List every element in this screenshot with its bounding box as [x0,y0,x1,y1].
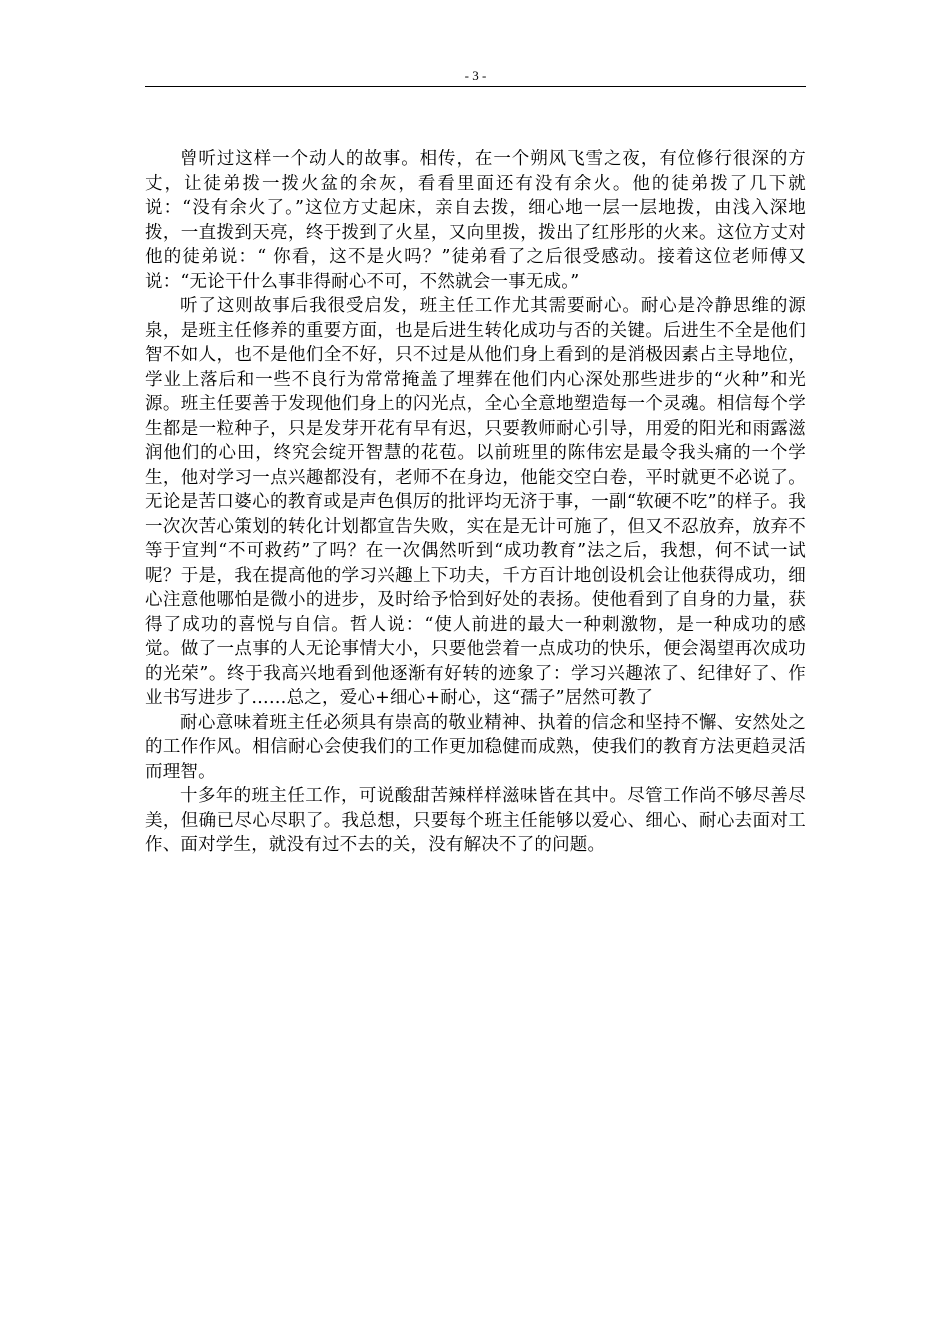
page-number: - 3 - [464,68,487,83]
article-body [145,147,806,858]
page-header [145,68,806,87]
paragraph-conclusion: 十多年的班主任工作，可说酸甜苦辣样样滋味皆在其中。尽管工作尚不够尽善尽美，但确已尽心尽职了。我总想，只要每个班主任能够以爱心、细心、耐心去面对工作、面对学生，就没有过不去的关，没有解决不了的问题。 [145,786,806,855]
paragraph-story: 曾听过这样一个动人的故事。相传，在一个朔风飞雪之夜，有位修行很深的方丈，让徒弟拨一拨火盆的余灰，看看里面还有没有余火。他的徒弟拨了几下就说：“没有余火了。”这位方丈起床，亲自去拨，细心地一层一层地拨，由浅入深地拨，一直拨到天亮，终于拨到了火星，又向里拨，拨出了红彤彤的火来。这位方丈对他的徒弟说：“ 你看，这不是火吗？”徒弟看了之后很受感动。接着这位老师傅又说：“无论干什么事非得耐心不可，不然就会一事无成。” [145,149,806,292]
paragraph-inspiration: 听了这则故事后我很受启发，班主任工作尤其需要耐心。耐心是冷静思维的源泉，是班主任修养的重要方面，也是后进生转化成功与否的关键。后进生不全是他们智不如人，也不是他们全不好，只不过是从他们身上看到的是消极因素占主导地位，学业上落后和一些不良行为常常掩盖了埋葬在他们内心深处那些进步的“火种”和光源。班主任要善于发现他们身上的闪光点，全心全意地塑造每一个灵魂。相信每个学生都是一粒种子，只是发芽开花有早有迟，只要教师耐心引导，用爱的阳光和雨露滋润他们的心田，终究会绽开智慧的花苞。以前班里的陈伟宏是最令我头痛的一个学生，他对学习一点兴趣都没有，老师不在身边，他能交空白卷，平时就更不必说了。无论是苦口婆心的教育或是声色俱厉的批评均无济于事，一副“软硬不吃”的样子。我一次次苦心策划的转化计划都宣告失败，实在是无计可施了，但又不忍放弃，放弃不等于宣判“不可救药”了吗？在一次偶然听到“成功教育”法之后，我想，何不试一试呢？于是，我在提高他的学习兴趣上下功夫，千方百计地创设机会让他获得成功，细心注意他哪怕是微小的进步，及时给予恰到好处的表扬。使他看到了自身的力量，获得了成功的喜悦与自信。哲人说：“使人前进的最大一种刺激物，是一种成功的感觉。做了一点事的人无论事情大小，只要他尝着一点成功的快乐，便会渴望再次成功的光荣”。终于我高兴地看到他逐渐有好转的迹象了：学习兴趣浓了、纪律好了、作业书写进步了……总之，爱心+细心+耐心，这“孺子”居然可教了 [145,296,806,708]
paragraph-patience-meaning: 耐心意味着班主任必须具有崇高的敬业精神、执着的信念和坚持不懈、安然处之的工作作风。相信耐心会使我们的工作更加稳健而成熟，使我们的教育方法更趋灵活而理智。 [145,712,806,782]
